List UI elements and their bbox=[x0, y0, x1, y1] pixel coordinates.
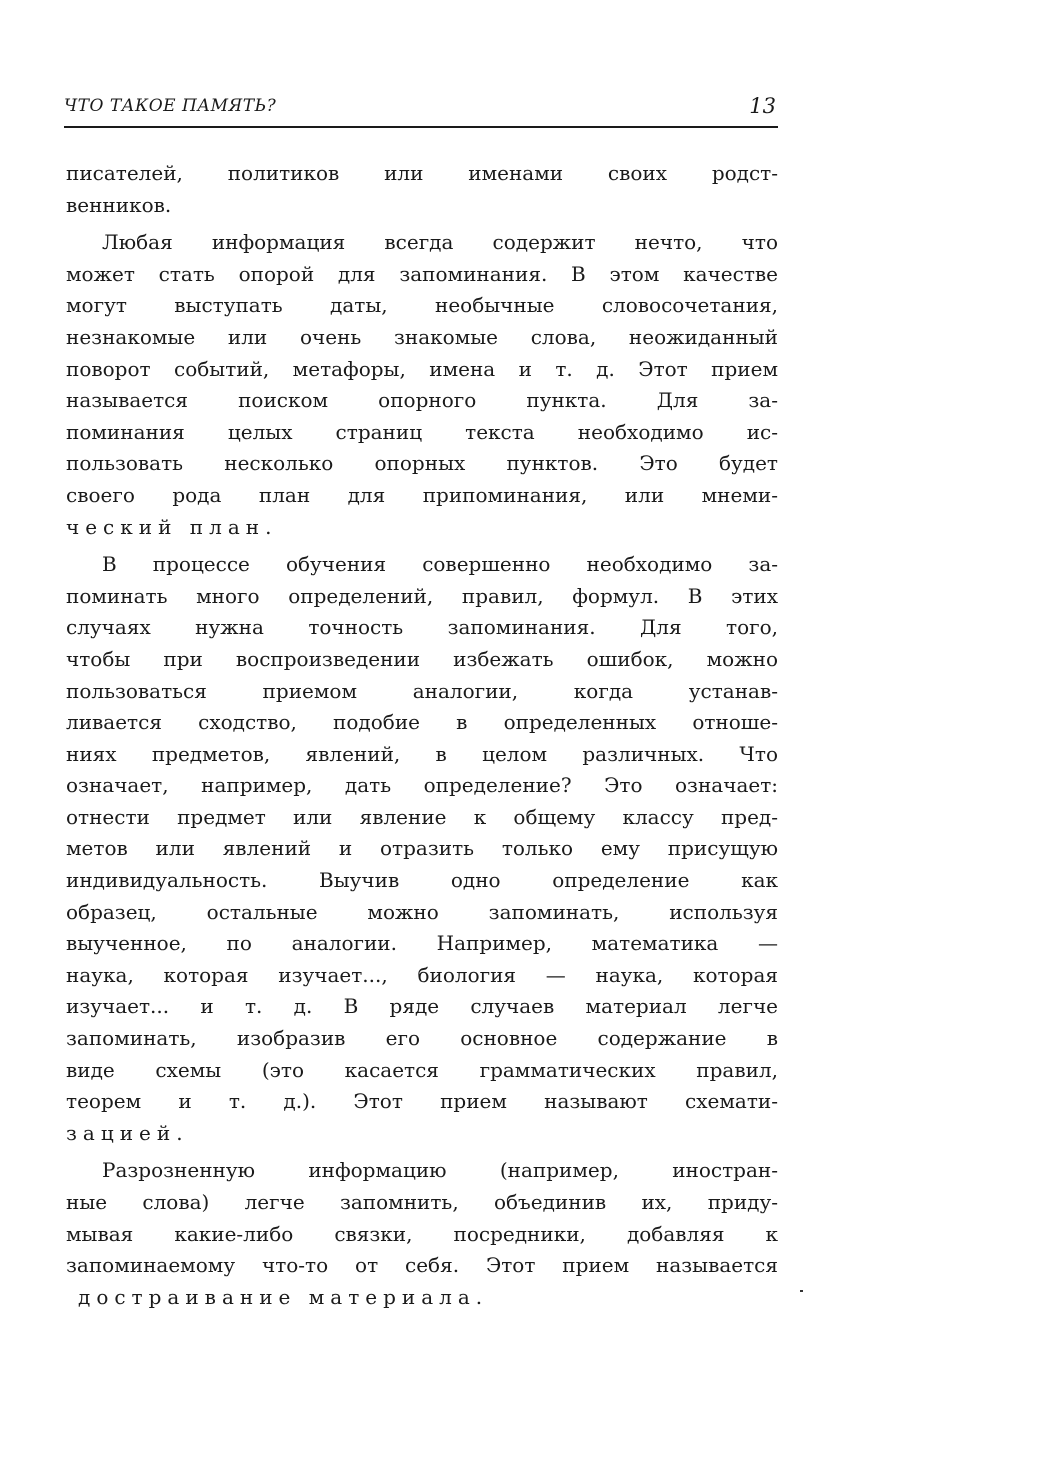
scan-speck bbox=[800, 1290, 803, 1292]
text-line: запоминаемому что-то от себя. Этот прием называется bbox=[66, 1253, 778, 1278]
text-line: метов или явлений и отразить только ему присущую bbox=[66, 836, 778, 861]
text-line: называется поиском опорного пункта. Для за- bbox=[66, 388, 778, 413]
text-line: случаях нужна точность запоминания. Для того, bbox=[66, 615, 778, 640]
text-line: зацией. bbox=[66, 1120, 189, 1145]
text-line: ливается сходство, подобие в определенных отноше- bbox=[66, 710, 778, 735]
text-line: выученное, по аналогии. Например, математика — bbox=[66, 931, 778, 956]
text-line: пользоваться приемом аналогии, когда устанав- bbox=[66, 678, 778, 703]
text-line: своего рода план для припоминания, или мнеми- bbox=[66, 482, 778, 507]
text-line: запоминать, изобразив его основное содержание в bbox=[66, 1026, 778, 1051]
text-line: поминания целых страниц текста необходимо ис- bbox=[66, 419, 778, 444]
text-line: может стать опорой для запоминания. В этом качестве bbox=[66, 261, 778, 286]
text-line: мывая какие-либо связки, посредники, добавляя к bbox=[66, 1221, 778, 1246]
running-header bbox=[64, 94, 778, 128]
text-line: отнести предмет или явление к общему классу пред- bbox=[66, 804, 778, 829]
text-line: наука, которая изучает..., биология — наука, которая bbox=[66, 962, 778, 987]
body-text bbox=[66, 158, 778, 1313]
text-line: ческий план. bbox=[66, 514, 278, 539]
text-line: поминать много определений, правил, формул. В этих bbox=[66, 583, 778, 608]
text-line: чтобы при воспроизведении избежать ошибок, можно bbox=[66, 646, 778, 671]
text-line: венников. bbox=[66, 192, 172, 217]
text-line: пользовать несколько опорных пунктов. Это будет bbox=[66, 451, 778, 476]
text-line: Разрозненную информацию (например, иностран- bbox=[102, 1158, 778, 1183]
text-line: индивидуальность. Выучив одно определение как bbox=[66, 868, 778, 893]
text-line: достраивание материала. bbox=[78, 1284, 489, 1309]
text-line: могут выступать даты, необычные словосочетания, bbox=[66, 293, 778, 318]
text-line: теорем и т. д.). Этот прием называют схемати- bbox=[66, 1089, 778, 1114]
text-line: ные слова) легче запомнить, объединив их, приду- bbox=[66, 1190, 778, 1214]
text-line: изучает... и т. д. В ряде случаев материал легче bbox=[66, 994, 778, 1019]
text-line: писателей, политиков или именами своих родст- bbox=[66, 161, 778, 185]
page-number: 13 bbox=[749, 94, 776, 118]
text-line: поворот событий, метафоры, имена и т. д. Этот прием bbox=[66, 356, 778, 381]
text-line: означает, например, дать определение? Это означает: bbox=[66, 773, 778, 798]
text-line: Любая информация всегда содержит нечто, что bbox=[102, 230, 778, 255]
text-line: образец, остальные можно запоминать, используя bbox=[66, 899, 778, 924]
text-line: В процессе обучения совершенно необходимо за- bbox=[102, 552, 778, 577]
text-line: виде схемы (это касается грамматических правил, bbox=[66, 1057, 778, 1082]
text-line: незнакомые или очень знакомые слова, неожиданный bbox=[66, 324, 778, 349]
running-title: ЧТО ТАКОЕ ПАМЯТЬ? bbox=[64, 96, 277, 116]
text-line: ниях предметов, явлений, в целом различных. Что bbox=[66, 741, 778, 766]
